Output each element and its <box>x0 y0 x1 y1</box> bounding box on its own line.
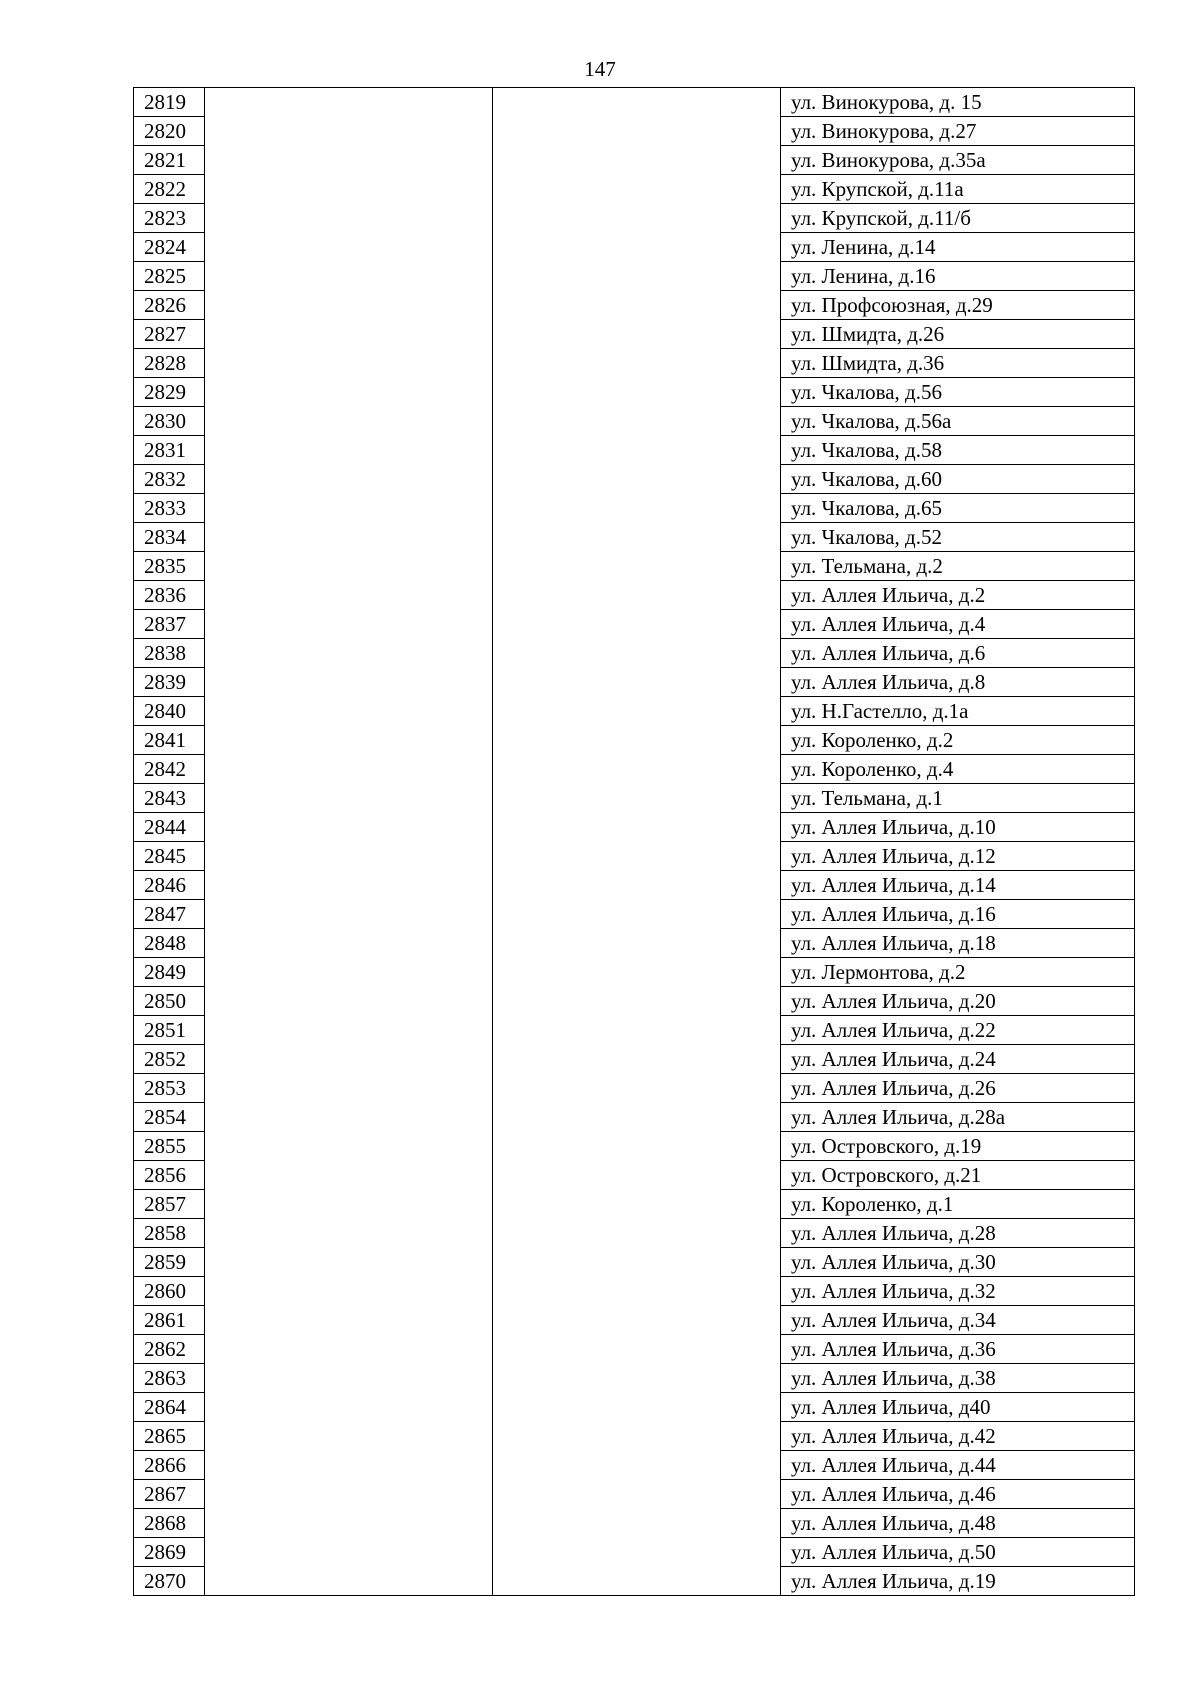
row-number-cell: 2860 <box>134 1277 205 1306</box>
empty-cell <box>205 320 493 349</box>
table-row <box>134 233 1135 262</box>
row-number-cell: 2870 <box>134 1567 205 1596</box>
table-row <box>134 407 1135 436</box>
table-row <box>134 784 1135 813</box>
row-number-cell: 2855 <box>134 1132 205 1161</box>
table-row <box>134 987 1135 1016</box>
table-row <box>134 552 1135 581</box>
empty-cell <box>493 262 781 291</box>
empty-cell <box>205 146 493 175</box>
address-cell: ул. Аллея Ильича, д.20 <box>781 987 1135 1016</box>
address-cell: ул. Аллея Ильича, д.26 <box>781 1074 1135 1103</box>
table-row <box>134 813 1135 842</box>
row-number-cell: 2854 <box>134 1103 205 1132</box>
table-row <box>134 1306 1135 1335</box>
table-row <box>134 668 1135 697</box>
empty-cell <box>205 1016 493 1045</box>
row-number-cell: 2843 <box>134 784 205 813</box>
empty-cell <box>205 639 493 668</box>
table-row <box>134 262 1135 291</box>
row-number-cell: 2859 <box>134 1248 205 1277</box>
table-row <box>134 1161 1135 1190</box>
empty-cell <box>205 842 493 871</box>
empty-cell <box>205 436 493 465</box>
address-cell: ул. Короленко, д.2 <box>781 726 1135 755</box>
address-cell: ул. Аллея Ильича, д.28 <box>781 1219 1135 1248</box>
address-cell: ул. Аллея Ильича, д.22 <box>781 1016 1135 1045</box>
address-cell: ул. Аллея Ильича, д.30 <box>781 1248 1135 1277</box>
address-cell: ул. Островского, д.19 <box>781 1132 1135 1161</box>
row-number-cell: 2841 <box>134 726 205 755</box>
address-cell: ул. Аллея Ильича, д.32 <box>781 1277 1135 1306</box>
empty-cell <box>493 1567 781 1596</box>
empty-cell <box>205 1161 493 1190</box>
address-table-body <box>134 88 1135 1596</box>
address-cell: ул. Профсоюзная, д.29 <box>781 291 1135 320</box>
row-number-cell: 2833 <box>134 494 205 523</box>
empty-cell <box>493 1422 781 1451</box>
address-cell: ул. Ленина, д.16 <box>781 262 1135 291</box>
empty-cell <box>493 1480 781 1509</box>
table-row <box>134 1016 1135 1045</box>
empty-cell <box>493 900 781 929</box>
empty-cell <box>205 900 493 929</box>
table-row <box>134 929 1135 958</box>
empty-cell <box>493 784 781 813</box>
empty-cell <box>493 1364 781 1393</box>
empty-cell <box>205 697 493 726</box>
empty-cell <box>205 1132 493 1161</box>
table-row <box>134 1538 1135 1567</box>
address-cell: ул. Аллея Ильича, д.38 <box>781 1364 1135 1393</box>
empty-cell <box>493 929 781 958</box>
empty-cell <box>205 88 493 117</box>
row-number-cell: 2838 <box>134 639 205 668</box>
table-row <box>134 1132 1135 1161</box>
empty-cell <box>493 552 781 581</box>
empty-cell <box>493 1393 781 1422</box>
empty-cell <box>493 813 781 842</box>
empty-cell <box>493 523 781 552</box>
table-row <box>134 1480 1135 1509</box>
table-row <box>134 1422 1135 1451</box>
table-row <box>134 1190 1135 1219</box>
empty-cell <box>493 349 781 378</box>
empty-cell <box>205 204 493 233</box>
row-number-cell: 2848 <box>134 929 205 958</box>
row-number-cell: 2831 <box>134 436 205 465</box>
address-table <box>133 87 1135 1596</box>
empty-cell <box>205 1364 493 1393</box>
address-cell: ул. Короленко, д.4 <box>781 755 1135 784</box>
empty-cell <box>205 813 493 842</box>
row-number-cell: 2863 <box>134 1364 205 1393</box>
address-cell: ул. Аллея Ильича, д.46 <box>781 1480 1135 1509</box>
table-row <box>134 871 1135 900</box>
empty-cell <box>493 871 781 900</box>
address-cell: ул. Аллея Ильича, д.48 <box>781 1509 1135 1538</box>
address-cell: ул. Аллея Ильича, д.28а <box>781 1103 1135 1132</box>
row-number-cell: 2829 <box>134 378 205 407</box>
table-row <box>134 291 1135 320</box>
row-number-cell: 2857 <box>134 1190 205 1219</box>
empty-cell <box>205 349 493 378</box>
table-row <box>134 610 1135 639</box>
empty-cell <box>205 1538 493 1567</box>
row-number-cell: 2850 <box>134 987 205 1016</box>
table-row <box>134 494 1135 523</box>
empty-cell <box>493 668 781 697</box>
empty-cell <box>493 987 781 1016</box>
empty-cell <box>493 1045 781 1074</box>
empty-cell <box>493 320 781 349</box>
address-cell: ул. Аллея Ильича, д.42 <box>781 1422 1135 1451</box>
address-cell: ул. Аллея Ильича, д.2 <box>781 581 1135 610</box>
empty-cell <box>205 465 493 494</box>
row-number-cell: 2822 <box>134 175 205 204</box>
empty-cell <box>205 175 493 204</box>
address-cell: ул. Чкалова, д.65 <box>781 494 1135 523</box>
empty-cell <box>493 1277 781 1306</box>
address-cell: ул. Тельмана, д.2 <box>781 552 1135 581</box>
address-cell: ул. Аллея Ильича, д.10 <box>781 813 1135 842</box>
row-number-cell: 2835 <box>134 552 205 581</box>
empty-cell <box>205 581 493 610</box>
empty-cell <box>205 610 493 639</box>
table-row <box>134 465 1135 494</box>
address-cell: ул. Островского, д.21 <box>781 1161 1135 1190</box>
row-number-cell: 2868 <box>134 1509 205 1538</box>
address-cell: ул. Аллея Ильича, д.24 <box>781 1045 1135 1074</box>
row-number-cell: 2828 <box>134 349 205 378</box>
row-number-cell: 2824 <box>134 233 205 262</box>
address-cell: ул. Чкалова, д.56 <box>781 378 1135 407</box>
empty-cell <box>493 1538 781 1567</box>
row-number-cell: 2851 <box>134 1016 205 1045</box>
row-number-cell: 2842 <box>134 755 205 784</box>
empty-cell <box>493 117 781 146</box>
address-cell: ул. Аллея Ильича, д.44 <box>781 1451 1135 1480</box>
address-cell: ул. Чкалова, д.56а <box>781 407 1135 436</box>
table-row <box>134 175 1135 204</box>
table-row <box>134 958 1135 987</box>
empty-cell <box>205 1422 493 1451</box>
empty-cell <box>205 1509 493 1538</box>
empty-cell <box>493 1451 781 1480</box>
table-row <box>134 1103 1135 1132</box>
table-row <box>134 1219 1135 1248</box>
empty-cell <box>205 233 493 262</box>
row-number-cell: 2852 <box>134 1045 205 1074</box>
empty-cell <box>205 1074 493 1103</box>
row-number-cell: 2827 <box>134 320 205 349</box>
empty-cell <box>493 1016 781 1045</box>
empty-cell <box>493 436 781 465</box>
row-number-cell: 2856 <box>134 1161 205 1190</box>
row-number-cell: 2861 <box>134 1306 205 1335</box>
empty-cell <box>205 552 493 581</box>
address-cell: ул. Чкалова, д.58 <box>781 436 1135 465</box>
empty-cell <box>205 1190 493 1219</box>
table-row <box>134 204 1135 233</box>
table-row <box>134 1277 1135 1306</box>
table-row <box>134 697 1135 726</box>
empty-cell <box>493 175 781 204</box>
empty-cell <box>205 1451 493 1480</box>
row-number-cell: 2823 <box>134 204 205 233</box>
empty-cell <box>493 465 781 494</box>
empty-cell <box>493 1161 781 1190</box>
empty-cell <box>493 755 781 784</box>
address-cell: ул. Аллея Ильича, д.12 <box>781 842 1135 871</box>
address-cell: ул. Шмидта, д.26 <box>781 320 1135 349</box>
empty-cell <box>493 1509 781 1538</box>
row-number-cell: 2821 <box>134 146 205 175</box>
address-cell: ул. Лермонтова, д.2 <box>781 958 1135 987</box>
empty-cell <box>493 958 781 987</box>
address-cell: ул. Чкалова, д.52 <box>781 523 1135 552</box>
row-number-cell: 2847 <box>134 900 205 929</box>
row-number-cell: 2866 <box>134 1451 205 1480</box>
empty-cell <box>493 1132 781 1161</box>
row-number-cell: 2849 <box>134 958 205 987</box>
empty-cell <box>493 204 781 233</box>
address-cell: ул. Аллея Ильича, д.18 <box>781 929 1135 958</box>
empty-cell <box>493 88 781 117</box>
empty-cell <box>493 233 781 262</box>
empty-cell <box>205 407 493 436</box>
table-row <box>134 1567 1135 1596</box>
empty-cell <box>205 523 493 552</box>
table-row <box>134 1393 1135 1422</box>
table-row <box>134 639 1135 668</box>
table-row <box>134 1045 1135 1074</box>
address-cell: ул. Аллея Ильича, д.34 <box>781 1306 1135 1335</box>
table-row <box>134 900 1135 929</box>
empty-cell <box>493 1248 781 1277</box>
empty-cell <box>205 1306 493 1335</box>
address-cell: ул. Аллея Ильича, д.50 <box>781 1538 1135 1567</box>
row-number-cell: 2845 <box>134 842 205 871</box>
address-cell: ул. Винокурова, д. 15 <box>781 88 1135 117</box>
empty-cell <box>205 784 493 813</box>
row-number-cell: 2830 <box>134 407 205 436</box>
row-number-cell: 2837 <box>134 610 205 639</box>
address-cell: ул. Аллея Ильича, д.14 <box>781 871 1135 900</box>
empty-cell <box>493 291 781 320</box>
empty-cell <box>493 1219 781 1248</box>
address-cell: ул. Аллея Ильича, д40 <box>781 1393 1135 1422</box>
page-number: 147 <box>584 57 616 81</box>
empty-cell <box>205 1335 493 1364</box>
address-cell: ул. Крупской, д.11а <box>781 175 1135 204</box>
row-number-cell: 2819 <box>134 88 205 117</box>
empty-cell <box>493 726 781 755</box>
table-row <box>134 349 1135 378</box>
address-cell: ул. Чкалова, д.60 <box>781 465 1135 494</box>
row-number-cell: 2820 <box>134 117 205 146</box>
table-row <box>134 146 1135 175</box>
empty-cell <box>493 407 781 436</box>
row-number-cell: 2836 <box>134 581 205 610</box>
row-number-cell: 2844 <box>134 813 205 842</box>
table-row <box>134 1248 1135 1277</box>
empty-cell <box>205 726 493 755</box>
address-cell: ул. Винокурова, д.35а <box>781 146 1135 175</box>
empty-cell <box>205 117 493 146</box>
empty-cell <box>493 1190 781 1219</box>
address-cell: ул. Аллея Ильича, д.6 <box>781 639 1135 668</box>
empty-cell <box>205 291 493 320</box>
empty-cell <box>205 1480 493 1509</box>
empty-cell <box>493 494 781 523</box>
empty-cell <box>205 668 493 697</box>
empty-cell <box>205 1045 493 1074</box>
address-cell: ул. Крупской, д.11/б <box>781 204 1135 233</box>
row-number-cell: 2826 <box>134 291 205 320</box>
table-row <box>134 1451 1135 1480</box>
empty-cell <box>493 378 781 407</box>
empty-cell <box>493 1335 781 1364</box>
row-number-cell: 2869 <box>134 1538 205 1567</box>
empty-cell <box>205 1219 493 1248</box>
empty-cell <box>493 639 781 668</box>
address-cell: ул. Короленко, д.1 <box>781 1190 1135 1219</box>
table-row <box>134 1074 1135 1103</box>
empty-cell <box>493 697 781 726</box>
table-row <box>134 581 1135 610</box>
row-number-cell: 2834 <box>134 523 205 552</box>
table-row <box>134 1509 1135 1538</box>
empty-cell <box>205 929 493 958</box>
empty-cell <box>205 871 493 900</box>
row-number-cell: 2858 <box>134 1219 205 1248</box>
address-cell: ул. Аллея Ильича, д.36 <box>781 1335 1135 1364</box>
empty-cell <box>205 1567 493 1596</box>
address-cell: ул. Аллея Ильича, д.4 <box>781 610 1135 639</box>
row-number-cell: 2862 <box>134 1335 205 1364</box>
empty-cell <box>493 1103 781 1132</box>
row-number-cell: 2832 <box>134 465 205 494</box>
row-number-cell: 2846 <box>134 871 205 900</box>
table-row <box>134 88 1135 117</box>
table-row <box>134 842 1135 871</box>
table-row <box>134 1364 1135 1393</box>
address-cell: ул. Тельмана, д.1 <box>781 784 1135 813</box>
table-row <box>134 726 1135 755</box>
table-row <box>134 436 1135 465</box>
empty-cell <box>493 581 781 610</box>
empty-cell <box>493 1306 781 1335</box>
table-row <box>134 1335 1135 1364</box>
row-number-cell: 2865 <box>134 1422 205 1451</box>
empty-cell <box>205 958 493 987</box>
address-cell: ул. Аллея Ильича, д.19 <box>781 1567 1135 1596</box>
address-cell: ул. Ленина, д.14 <box>781 233 1135 262</box>
empty-cell <box>493 610 781 639</box>
row-number-cell: 2867 <box>134 1480 205 1509</box>
empty-cell <box>205 1248 493 1277</box>
table-row <box>134 378 1135 407</box>
empty-cell <box>205 987 493 1016</box>
table-row <box>134 117 1135 146</box>
row-number-cell: 2839 <box>134 668 205 697</box>
address-cell: ул. Аллея Ильича, д.16 <box>781 900 1135 929</box>
empty-cell <box>205 378 493 407</box>
empty-cell <box>493 842 781 871</box>
empty-cell <box>205 262 493 291</box>
row-number-cell: 2825 <box>134 262 205 291</box>
row-number-cell: 2864 <box>134 1393 205 1422</box>
empty-cell <box>493 1074 781 1103</box>
row-number-cell: 2853 <box>134 1074 205 1103</box>
address-cell: ул. Н.Гастелло, д.1а <box>781 697 1135 726</box>
empty-cell <box>205 1277 493 1306</box>
table-row <box>134 523 1135 552</box>
address-cell: ул. Аллея Ильича, д.8 <box>781 668 1135 697</box>
table-row <box>134 755 1135 784</box>
address-cell: ул. Винокурова, д.27 <box>781 117 1135 146</box>
empty-cell <box>205 494 493 523</box>
empty-cell <box>205 1103 493 1132</box>
empty-cell <box>205 755 493 784</box>
table-row <box>134 320 1135 349</box>
empty-cell <box>493 146 781 175</box>
empty-cell <box>205 1393 493 1422</box>
address-cell: ул. Шмидта, д.36 <box>781 349 1135 378</box>
row-number-cell: 2840 <box>134 697 205 726</box>
